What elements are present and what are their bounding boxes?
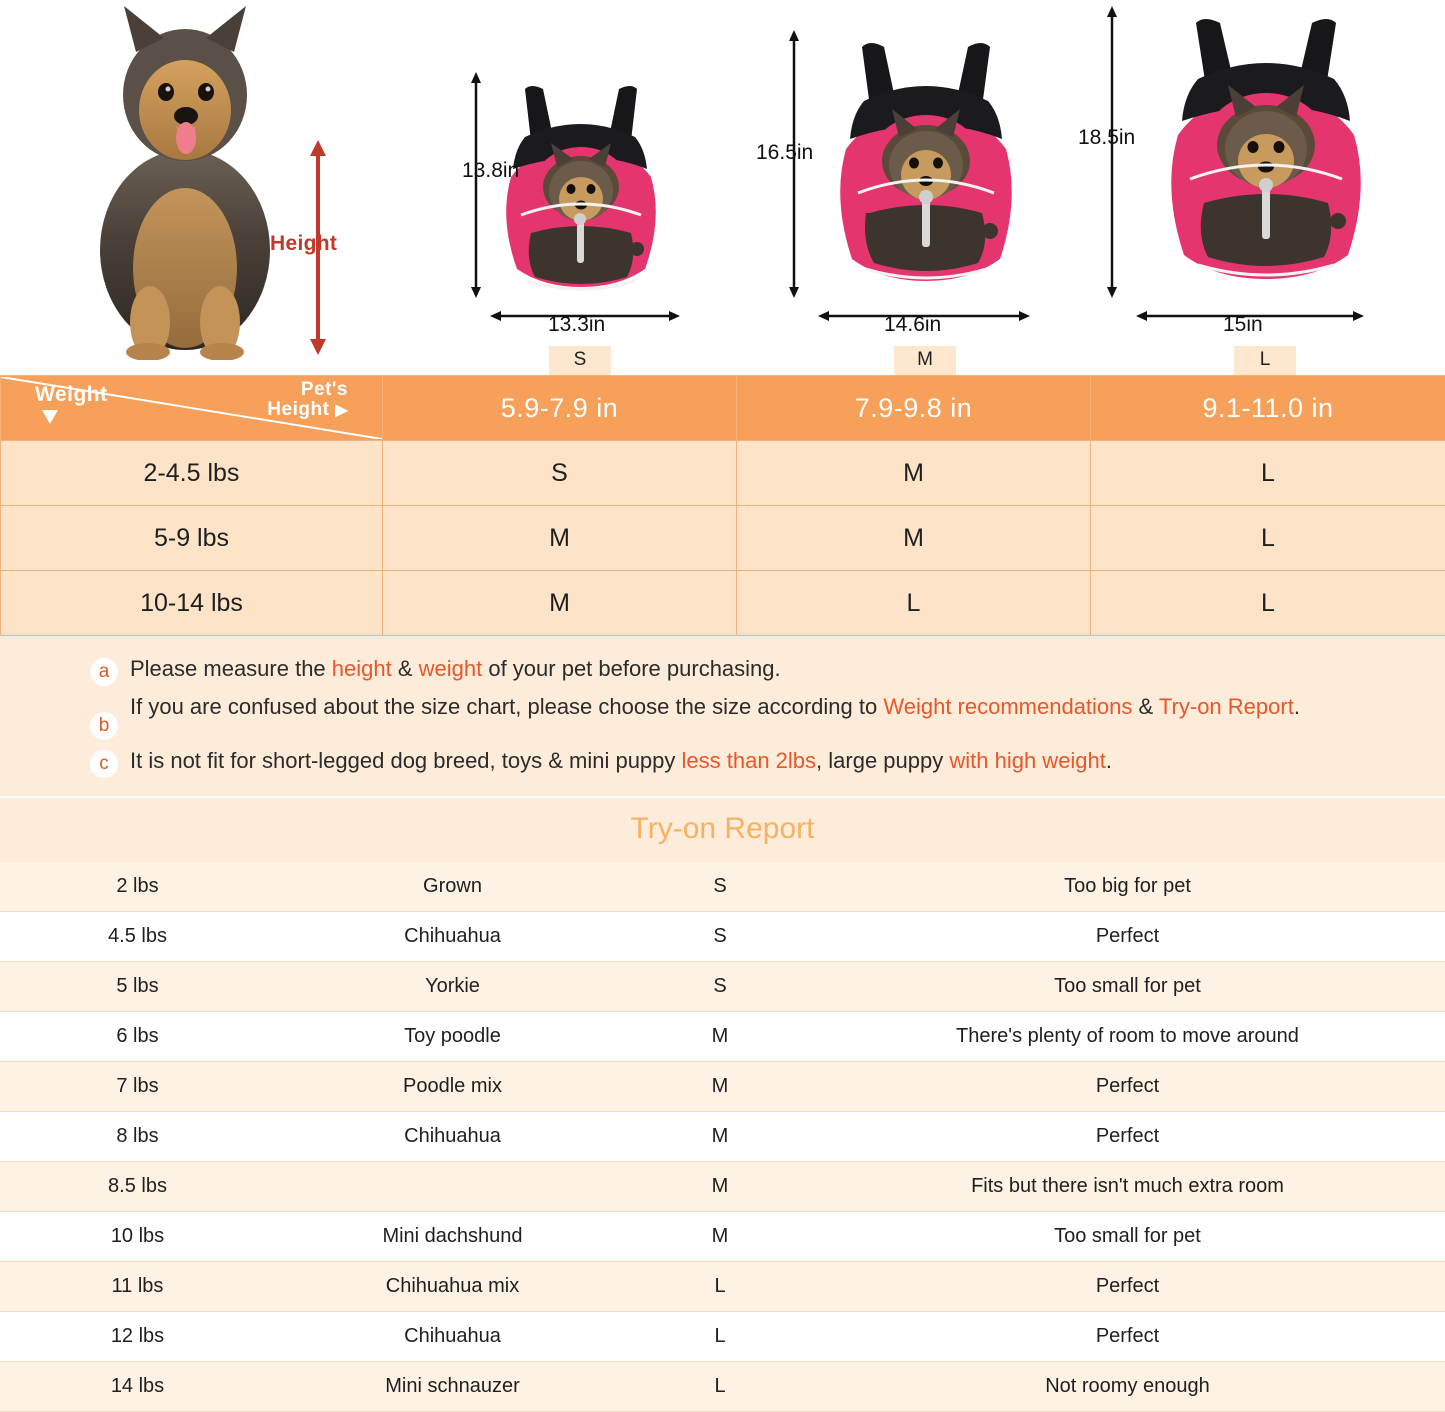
note-badge: b xyxy=(90,712,118,740)
report-comment: Too small for pet xyxy=(810,962,1445,1012)
report-breed: Chihuahua xyxy=(275,1312,630,1362)
table-row xyxy=(0,1312,1445,1362)
size-chart-row-weight: 2-4.5 lbs xyxy=(1,441,383,506)
table-row xyxy=(0,862,1445,912)
backpack-l-height-arrow xyxy=(1106,6,1118,303)
report-weight: 6 lbs xyxy=(0,1012,275,1062)
backpack-m-width-dim: 14.6in xyxy=(884,313,941,337)
backpack-m-size-tag: M xyxy=(894,346,956,375)
backpack-m-height-dim: 16.5in xyxy=(756,141,813,165)
try-on-report-table xyxy=(0,862,1445,1412)
report-weight: 5 lbs xyxy=(0,962,275,1012)
size-chart-col-2: 7.9-9.8 in xyxy=(737,376,1091,441)
size-chart-cell: L xyxy=(1091,571,1445,636)
backpack-l-width-arrow xyxy=(1136,309,1364,327)
backpack-s-size-tag: S xyxy=(549,346,611,375)
report-weight: 7 lbs xyxy=(0,1062,275,1112)
report-size: L xyxy=(630,1262,810,1312)
table-row xyxy=(0,1212,1445,1262)
dog-photo xyxy=(78,0,293,360)
note-plain: & xyxy=(1132,694,1159,719)
backpack-s-width-dim: 13.3in xyxy=(548,313,605,337)
report-size: S xyxy=(630,912,810,962)
size-chart-row-weight: 10-14 lbs xyxy=(1,571,383,636)
report-breed: Chihuahua xyxy=(275,1112,630,1162)
size-chart-cell: M xyxy=(383,571,737,636)
note-text xyxy=(130,744,1112,777)
corner-pet-height-label: Pet's Height ▶ xyxy=(267,380,348,421)
backpack-l-size-tag: L xyxy=(1234,346,1296,375)
table-row xyxy=(0,1162,1445,1212)
note-text xyxy=(130,652,781,685)
table-row xyxy=(0,1012,1445,1062)
size-chart-table xyxy=(0,375,1445,636)
note-highlight: Try-on Report xyxy=(1159,694,1294,719)
note-badge: a xyxy=(90,658,118,686)
report-breed xyxy=(275,1162,630,1212)
backpack-l-width-dim: 15in xyxy=(1223,313,1263,337)
size-chart-row-weight: 5-9 lbs xyxy=(1,506,383,571)
note-plain: If you are confused about the size chart, please choose the size according to xyxy=(130,694,883,719)
report-comment: Too big for pet xyxy=(810,862,1445,912)
report-size: S xyxy=(630,962,810,1012)
note-badge: c xyxy=(90,750,118,778)
report-comment: Perfect xyxy=(810,1262,1445,1312)
backpack-m-image xyxy=(800,41,1050,336)
backpack-m-height-arrow xyxy=(788,30,800,303)
note-item xyxy=(0,742,1445,780)
note-plain: of your pet before purchasing. xyxy=(482,656,780,681)
note-text xyxy=(130,690,1300,723)
report-comment: Perfect xyxy=(810,1312,1445,1362)
report-weight: 2 lbs xyxy=(0,862,275,912)
try-on-report-title: Try-on Report xyxy=(0,796,1445,862)
note-plain: & xyxy=(392,656,419,681)
table-row xyxy=(0,1362,1445,1412)
report-size: M xyxy=(630,1162,810,1212)
table-row xyxy=(0,962,1445,1012)
note-plain: It is not fit for short-legged dog breed, toys & mini puppy xyxy=(130,748,682,773)
size-chart-header-row xyxy=(1,376,1445,441)
note-plain: . xyxy=(1294,694,1300,719)
height-label: Height xyxy=(270,232,337,256)
report-size: L xyxy=(630,1312,810,1362)
notes-section xyxy=(0,636,1445,796)
report-weight: 12 lbs xyxy=(0,1312,275,1362)
report-size: M xyxy=(630,1012,810,1062)
report-breed: Mini dachshund xyxy=(275,1212,630,1262)
size-chart-row xyxy=(1,441,1445,506)
report-weight: 8.5 lbs xyxy=(0,1162,275,1212)
report-size: M xyxy=(630,1212,810,1262)
backpack-l-image xyxy=(1130,19,1400,336)
hero-section xyxy=(0,0,1445,375)
report-weight: 4.5 lbs xyxy=(0,912,275,962)
size-chart-cell: L xyxy=(1091,506,1445,571)
report-size: S xyxy=(630,862,810,912)
report-weight: 8 lbs xyxy=(0,1112,275,1162)
report-breed: Toy poodle xyxy=(275,1012,630,1062)
note-item xyxy=(0,650,1445,688)
report-comment: Fits but there isn't much extra room xyxy=(810,1162,1445,1212)
report-breed: Grown xyxy=(275,862,630,912)
backpack-s-width-arrow xyxy=(490,309,680,327)
backpack-m-width-arrow xyxy=(818,309,1030,327)
report-breed: Yorkie xyxy=(275,962,630,1012)
note-highlight: weight xyxy=(419,656,483,681)
size-chart-cell: M xyxy=(737,506,1091,571)
size-chart-cell: S xyxy=(383,441,737,506)
report-weight: 10 lbs xyxy=(0,1212,275,1262)
backpack-l-height-dim: 18.5in xyxy=(1078,126,1135,150)
note-plain: Please measure the xyxy=(130,656,332,681)
backpack-s-image xyxy=(465,81,695,336)
backpack-s-height-dim: 13.8in xyxy=(462,159,519,183)
report-breed: Mini schnauzer xyxy=(275,1362,630,1412)
size-chart-col-3: 9.1-11.0 in xyxy=(1091,376,1445,441)
size-chart-row xyxy=(1,506,1445,571)
table-row xyxy=(0,912,1445,962)
report-weight: 11 lbs xyxy=(0,1262,275,1312)
note-highlight: Weight recommendations xyxy=(883,694,1132,719)
size-chart-cell: L xyxy=(1091,441,1445,506)
table-row xyxy=(0,1262,1445,1312)
report-weight: 14 lbs xyxy=(0,1362,275,1412)
report-size: M xyxy=(630,1062,810,1112)
note-plain: . xyxy=(1106,748,1112,773)
size-chart-row xyxy=(1,571,1445,636)
report-breed: Chihuahua mix xyxy=(275,1262,630,1312)
size-chart-cell: M xyxy=(383,506,737,571)
size-chart-corner-cell xyxy=(1,376,383,441)
report-comment: There's plenty of room to move around xyxy=(810,1012,1445,1062)
report-comment: Perfect xyxy=(810,1062,1445,1112)
size-chart-cell: L xyxy=(737,571,1091,636)
down-arrow-icon xyxy=(39,407,61,429)
report-comment: Too small for pet xyxy=(810,1212,1445,1262)
note-highlight: with high weight xyxy=(949,748,1106,773)
note-plain: , large puppy xyxy=(816,748,949,773)
note-item xyxy=(0,688,1445,742)
report-comment: Perfect xyxy=(810,1112,1445,1162)
note-highlight: height xyxy=(332,656,392,681)
size-chart-col-1: 5.9-7.9 in xyxy=(383,376,737,441)
report-comment: Not roomy enough xyxy=(810,1362,1445,1412)
backpack-s-height-arrow xyxy=(470,72,482,303)
report-breed: Poodle mix xyxy=(275,1062,630,1112)
try-on-report-body xyxy=(0,862,1445,1412)
corner-weight-label: Weight xyxy=(35,383,108,407)
report-comment: Perfect xyxy=(810,912,1445,962)
table-row xyxy=(0,1112,1445,1162)
table-row xyxy=(0,1062,1445,1112)
note-highlight: less than 2lbs xyxy=(682,748,817,773)
size-chart-cell: M xyxy=(737,441,1091,506)
report-breed: Chihuahua xyxy=(275,912,630,962)
report-size: L xyxy=(630,1362,810,1412)
report-size: M xyxy=(630,1112,810,1162)
